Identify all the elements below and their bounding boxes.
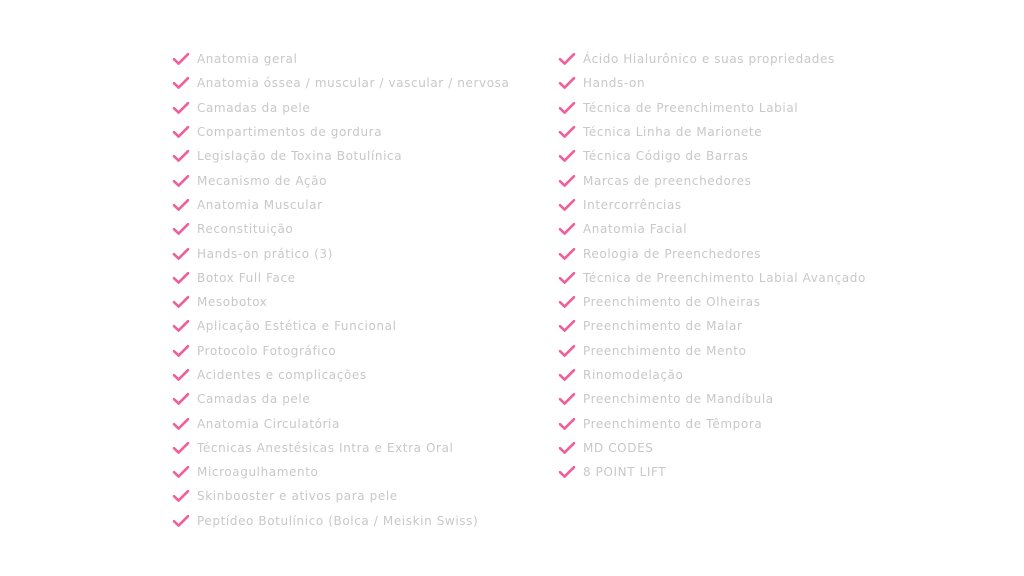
topic-item <box>172 411 509 435</box>
topic-item <box>172 193 509 217</box>
topic-item <box>558 339 866 363</box>
topic-item <box>558 460 866 484</box>
checkmark-icon <box>558 149 576 163</box>
topic-label: Marcas de preenchedores <box>583 173 752 188</box>
topic-label: Preenchimento de Têmpora <box>583 416 763 431</box>
checkmark-icon <box>558 101 576 115</box>
checkmark-icon <box>558 441 576 455</box>
topic-item <box>172 96 509 120</box>
checkmark-icon <box>558 125 576 139</box>
checkmark-icon <box>172 247 190 261</box>
topic-item <box>558 120 866 144</box>
checkmark-icon <box>172 125 190 139</box>
topic-item <box>558 411 866 435</box>
topic-label: Técnica de Preenchimento Labial Avançado <box>583 270 866 285</box>
topic-label: Anatomia Muscular <box>197 197 323 212</box>
left-topic-list <box>172 47 509 533</box>
topic-label: Anatomia óssea / muscular / vascular / nervosa <box>197 76 510 91</box>
checkmark-icon <box>558 271 576 285</box>
topic-item <box>558 436 866 460</box>
topic-item <box>172 484 509 508</box>
topic-label: Anatomia Circulatória <box>197 416 340 431</box>
topic-item <box>172 71 509 95</box>
topic-label: Reconstituição <box>197 222 294 237</box>
topic-label: Técnica de Preenchimento Labial <box>583 100 799 115</box>
topic-item <box>558 71 866 95</box>
topic-item <box>172 387 509 411</box>
checkmark-icon <box>172 392 190 406</box>
topic-item <box>558 144 866 168</box>
topic-label: Microagulhamento <box>197 465 319 480</box>
topic-item <box>558 241 866 265</box>
topic-label: Mesobotox <box>197 295 268 310</box>
topic-label: Reologia de Preenchedores <box>583 246 762 261</box>
topic-label: Intercorrências <box>583 197 682 212</box>
topic-item <box>172 509 509 533</box>
topic-item <box>558 47 866 71</box>
checkmark-icon <box>558 76 576 90</box>
topic-label: Anatomia Facial <box>583 222 688 237</box>
topic-item <box>172 47 509 71</box>
topic-item <box>558 96 866 120</box>
topic-label: Skinbooster e ativos para pele <box>197 489 398 504</box>
checkmark-icon <box>172 76 190 90</box>
topic-item <box>172 314 509 338</box>
topic-item <box>172 436 509 460</box>
checkmark-icon <box>558 319 576 333</box>
topic-label: Preenchimento de Mandíbula <box>583 392 774 407</box>
topic-label: Acidentes e complicações <box>197 368 367 382</box>
topic-item <box>172 144 509 168</box>
topic-item <box>558 387 866 411</box>
checkmark-icon <box>558 222 576 236</box>
checkmark-icon <box>172 441 190 455</box>
topic-label: Aplicação Estética e Funcional <box>197 319 397 334</box>
topic-item <box>172 363 509 387</box>
checkmark-icon <box>172 222 190 236</box>
checkmark-icon <box>558 368 576 382</box>
topic-label: Peptídeo Botulínico (Bolca / Meiskin Swiss) <box>197 513 479 528</box>
topic-item <box>558 217 866 241</box>
checkmark-icon <box>172 319 190 333</box>
topic-label: Técnica Código de Barras <box>583 149 749 164</box>
topic-item <box>558 290 866 314</box>
checkmark-icon <box>558 295 576 309</box>
topic-label: Botox Full Face <box>197 270 296 285</box>
checkmark-icon <box>172 368 190 382</box>
topic-label: Mecanismo de Ação <box>197 173 328 188</box>
topic-label: Preenchimento de Mento <box>583 343 747 358</box>
topic-label: Compartimentos de gordura <box>197 125 383 140</box>
checkmark-icon <box>172 101 190 115</box>
topic-item <box>558 363 866 387</box>
checkmark-icon <box>558 344 576 358</box>
topic-item <box>172 168 509 192</box>
checkmark-icon <box>172 52 190 66</box>
checkmark-icon <box>172 514 190 528</box>
topic-label: Rinomodelação <box>583 368 684 382</box>
checkmark-icon <box>558 198 576 212</box>
topic-label: Hands-on prático (3) <box>197 246 333 261</box>
topic-item <box>558 314 866 338</box>
topic-item <box>172 120 509 144</box>
topic-item <box>558 266 866 290</box>
checkmark-icon <box>172 489 190 503</box>
checkmark-icon <box>172 344 190 358</box>
topic-item <box>172 266 509 290</box>
topic-label: Legislação de Toxina Botulínica <box>197 149 403 164</box>
checkmark-icon <box>558 417 576 431</box>
topic-item <box>172 241 509 265</box>
checkmark-icon <box>172 174 190 188</box>
checkmark-icon <box>172 198 190 212</box>
topic-item <box>172 290 509 314</box>
checkmark-icon <box>558 392 576 406</box>
topic-label: Camadas da pele <box>197 392 311 407</box>
right-topic-list <box>558 47 866 484</box>
topic-label: Ácido Hialurônico e suas propriedades <box>583 52 835 67</box>
checkmark-icon <box>558 465 576 479</box>
topic-item <box>172 460 509 484</box>
topic-label: Camadas da pele <box>197 100 311 115</box>
topic-label: Hands-on <box>583 76 646 91</box>
checkmark-icon <box>558 174 576 188</box>
checkmark-icon <box>172 149 190 163</box>
checkmark-icon <box>172 417 190 431</box>
topic-item <box>172 217 509 241</box>
topic-item <box>172 339 509 363</box>
checkmark-icon <box>172 295 190 309</box>
checkmark-icon <box>172 271 190 285</box>
topic-label: Técnica Linha de Marionete <box>583 125 763 140</box>
topic-label: Técnicas Anestésicas Intra e Extra Oral <box>197 440 454 455</box>
topic-label: Anatomia geral <box>197 52 298 67</box>
checkmark-icon <box>172 465 190 479</box>
topic-label: MD CODES <box>583 440 654 455</box>
checkmark-icon <box>558 52 576 66</box>
topic-item <box>558 193 866 217</box>
topic-label: 8 POINT LIFT <box>583 465 667 480</box>
topic-item <box>558 168 866 192</box>
topic-label: Preenchimento de Malar <box>583 319 743 334</box>
topic-label: Protocolo Fotográfico <box>197 343 337 358</box>
topic-label: Preenchimento de Olheiras <box>583 295 761 310</box>
checkmark-icon <box>558 247 576 261</box>
